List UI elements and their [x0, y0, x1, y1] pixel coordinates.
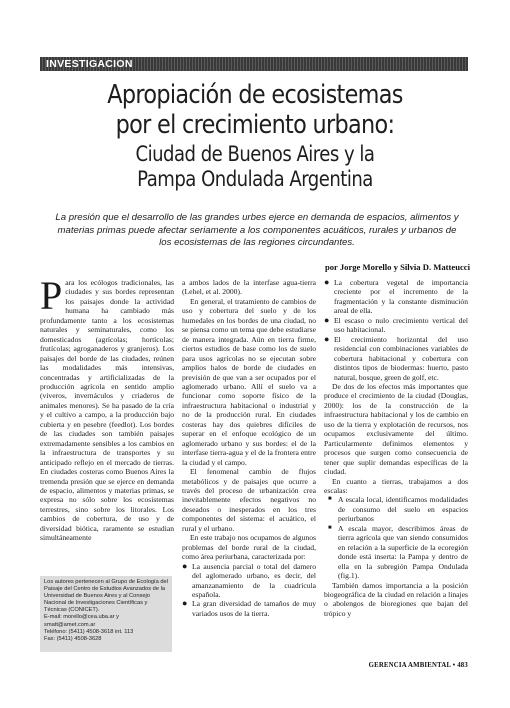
col3-subbullet-1: ■ A escala local, identificamos modalidades de consumo del suelo en espacios periurbanos	[328, 495, 468, 524]
byline: por Jorge Morello y Silvia D. Matteucci	[324, 262, 470, 272]
col2-paragraph-3: El fenomenal cambio de flujos metabólicos y de paisajes que ocurre a través del proceso de urbanización crea inevitablemente efectos negativos no deseados o inesperados en los tres componentes del sistema: el acuático, el rural y el urbano.	[182, 467, 316, 533]
bullet-icon: ●	[324, 277, 330, 287]
col2-bullet-2: ● La gran diversidad de tamaños de muy variados usos de la tierra.	[182, 598, 316, 618]
col3-paragraph-1: De dos de los efectos más importantes que produce el crecimiento de la ciudad (Douglas, 2000): los de la construcción de la infraestructura habitacional y los de cambio en uso de la tierra y explotación de recursos, nos ocupamos exclusivamente del último. Particularmente definimos elementos y procesos que surgen como consecuencia de tener que suplir demandas específicas de la ciudad.	[324, 381, 468, 477]
col3-bullet-1: ● La cobertura vegetal de importancia creciente por el incremento de la fragmentación y la constante disminución areal de ella.	[324, 277, 468, 316]
drop-cap: P	[40, 273, 63, 318]
col3-paragraph-3: También damos importancia a la posición biogeográfica de la ciudad en relación a linajes o abolengos de bioregiones que bajan del trópico y	[324, 580, 468, 618]
subtitle-line-2: Pampa Ondulada Argentina	[137, 167, 373, 191]
col3-paragraph-2: En cuanto a tierras, trabajamos a dos escalas:	[324, 476, 468, 495]
affiliation-fax: Fax: (5411) 4508-3628	[44, 635, 102, 642]
section-bar	[40, 57, 468, 71]
col2-paragraph-1: a ambos lados de la interfase agua-tierra (Lehel, et al. 2000).	[182, 278, 316, 297]
bullet-icon: ●	[324, 333, 330, 344]
author-affiliation-box	[40, 576, 172, 652]
bullet-icon: ●	[182, 598, 188, 609]
column-3	[324, 278, 468, 618]
affiliation-phone: Teléfono: (5411) 4508-3618 int. 113	[44, 628, 134, 635]
col2-paragraph-2: En general, el tratamiento de cambios de uso y cobertura del suelo y de los humedales en los bordes de una ciudad, no se piensa como un tema que debe estudiarse de manera integrada. Aún en tierra firme, ciertos estudios de base como los de suelo para usos agrícolas no se ejecutan sobre amplios halos de borde de ciudades en previsión de que van a ser ocupados por el aglomerado urbano. Allí el suelo va a funcionar como soporte físico de la infraestructura habitacional o industrial y no de la producción rural. En ciudades costeras hay dos quiebres difíciles de superar en el enfoque ecológico de un aglomerado urbano y sus bordes: el de la interfase tierra-agua y el de la frontera entre la ciudad y el campo.	[182, 296, 316, 467]
section-label: INVESTIGACION	[46, 58, 133, 70]
square-bullet-icon: ■	[328, 524, 332, 531]
col1-paragraph-1-text: ara los ecólogos tradicionales, las ciudades y sus bordes representan los paisajes donde la actividad humana ha cambiado más profundamente tanto a los ecosistemas naturales y seminaturales, como los domesticados (agrícolas; hortícolas; frutícolas; agroganaderos y granjeros). Los paisajes del borde de las ciudades, reúnen las modalidades más intensivas, concentradas y artificializadas de la producción agrícola en sentido amplio (viveros, invernáculos y criaderos de animales menores). Se ha pasado de la cría y el cultivo a campo, a la producción bajo cubierta y en pesebre (feedlot). Los bordes de las ciudades son también paisajes extremadamente sensibles a los cambios en la infraestructura de transportes y su anticipado reflejo en el mercado de tierras. En ciudades costeras como Buenos Aires la tremenda presión que se ejerce en demanda de espacio, alimentos y materias primas, se expresa no sólo sobre los ecosistemas terrestres, sino sobre los litorales. Los cambios de cobertura, de uso y de diversidad biótica, raramente se estudian simultáneamente	[40, 278, 174, 543]
bullet-icon: ●	[182, 560, 188, 571]
intro-lead: La presión que el desarrollo de las grandes urbes ejerce en demanda de espacios, alimentos y materias primas puede afectar seriamente a los componentes acuáticos, rurales y urbanos de los ecosistemas de las regiones circundantes.	[55, 212, 459, 249]
page-footer: GERENCIA AMBIENTAL • 483	[368, 662, 468, 669]
affiliation-text: Los autores pertenecen al Grupo de Ecología del Paisaje del Centro de Estudios Avanzados de la Universidad de Buenos Aires y al Consejo Nacional de Investigaciones Científicas y Técnicas (CONICET).	[44, 579, 168, 614]
square-bullet-icon: ■	[328, 496, 332, 503]
column-2	[182, 278, 316, 618]
col2-bullet-1: ● La ausencia parcial o total del damero del aglomerado urbano, es decir, del amanzanamiento de la cuadrícula española.	[182, 560, 316, 599]
col1-paragraph-1	[40, 273, 174, 543]
col3-subbullet-2: ■ A escala mayor, describimos áreas de tierra agrícola que van siendo consumidos en relación a la superficie de la ecoregión donde está inserta: la Pampa y dentro de ella en la subregión Pampa Ondulada (fig.1).	[328, 523, 468, 581]
col2-paragraph-4: En este trabajo nos ocupamos de algunos problemas del borde rural de la ciudad, como área periurbana, caracterizada por:	[182, 533, 316, 562]
article-title	[40, 80, 470, 192]
bullet-icon: ●	[324, 314, 330, 325]
column-1	[40, 273, 174, 543]
subtitle-line-1: Ciudad de Buenos Aires y la	[135, 142, 375, 166]
affiliation-email: E-mail: morello@cea.uba.ar y	[44, 614, 119, 621]
col3-bullet-2: ● El escaso o nulo crecimiento vertical del uso habitacional.	[324, 314, 468, 335]
affiliation-email-2: smatt@amet.com.ar	[44, 621, 96, 628]
title-line-1: Apropiación de ecosistemas	[107, 80, 403, 110]
col3-bullet-3: ● El crecimiento horizontal del uso residencial con combinaciones variables de cobertura habitacional y cobertura con distintos tipos de biodermas: huerto, pasto natural, bosque, green de golf, etc.	[324, 333, 468, 382]
title-line-2: por el crecimiento urbano:	[115, 110, 395, 140]
